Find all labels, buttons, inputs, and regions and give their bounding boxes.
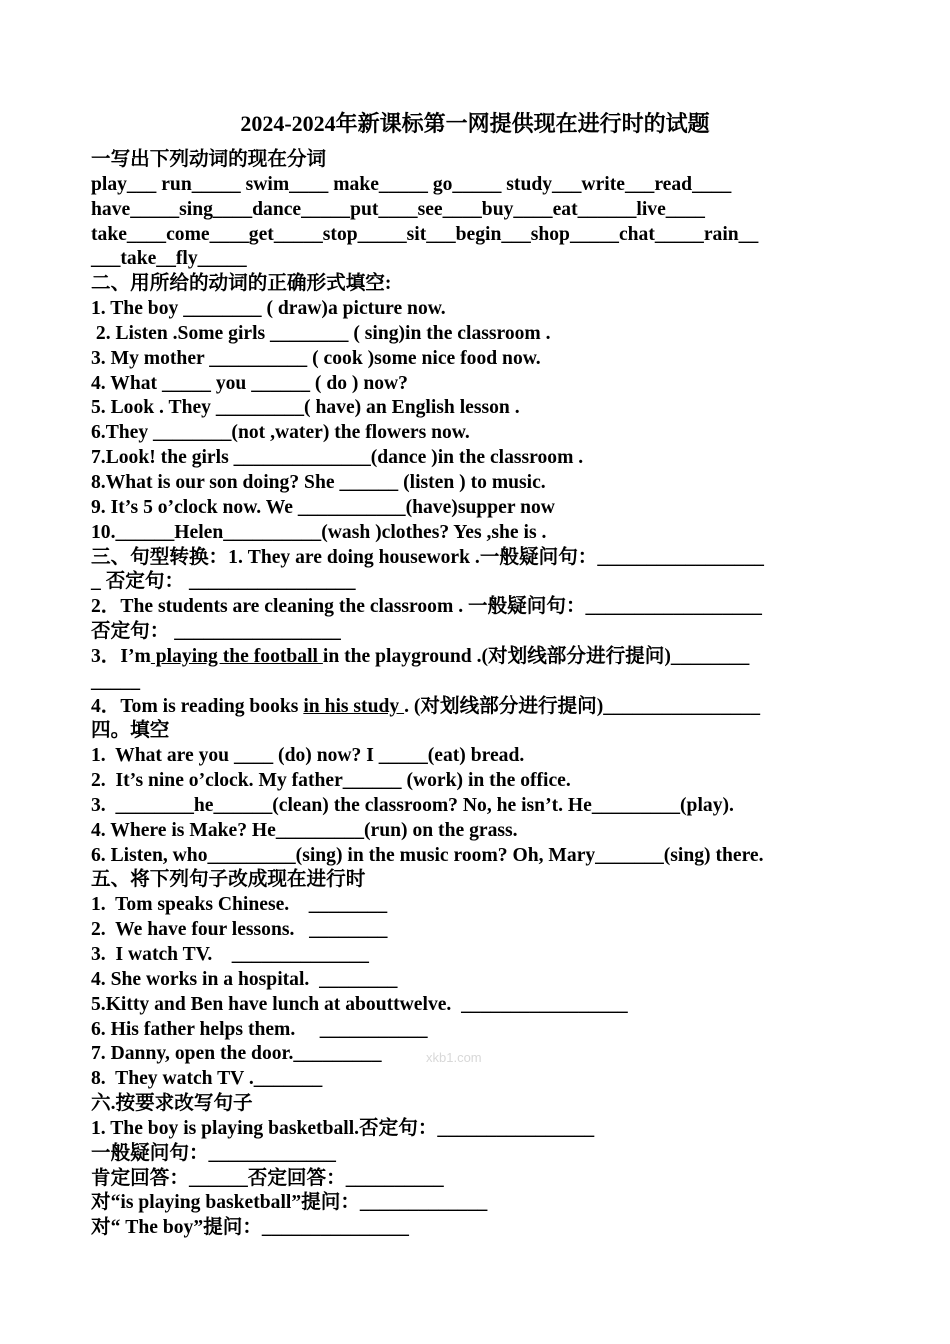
worksheet-body bbox=[91, 148, 871, 1241]
exercise-line: 对“ The boy”提问：_______________ bbox=[91, 1217, 409, 1239]
verb-list-line: ___take__fly_____ bbox=[91, 248, 247, 270]
exercise-line: 2. Listen .Some girls ________ ( sing)in the classroom . bbox=[91, 322, 551, 344]
exercise-line: _____ bbox=[91, 670, 140, 692]
page-title: 2024-2024年新课标第一网提供现在进行时的试题 bbox=[240, 111, 710, 136]
exercise-line: 10.______Helen__________(wash )clothes? Yes ,she is . bbox=[91, 521, 547, 543]
exercise-line: 2．The students are cleaning the classroom . 一般疑问句：__________________ bbox=[91, 596, 762, 618]
exercise-line: 1. The boy is playing basketball.否定句：________________ bbox=[91, 1117, 595, 1139]
section-1-heading: 一写出下列动词的现在分词 bbox=[91, 149, 327, 170]
exercise-line-underlined-question bbox=[91, 695, 871, 720]
exercise-line: _ 否定句： _________________ bbox=[91, 571, 356, 593]
exercise-line: 6. Listen, who_________(sing) in the music room? Oh, Mary_______(sing) there. bbox=[91, 844, 764, 866]
exercise-line: 4. She works in a hospital. ________ bbox=[91, 968, 398, 990]
line-prefix: 4．Tom is reading books bbox=[91, 695, 304, 717]
exercise-line: 肯定回答：______否定回答：__________ bbox=[91, 1167, 444, 1189]
exercise-line: 一般疑问句：_____________ bbox=[91, 1142, 336, 1164]
exercise-line: 8. They watch TV ._______ bbox=[91, 1068, 323, 1090]
section-3-line: 三、句型转换：1. They are doing housework .一般疑问句：_________________ bbox=[91, 546, 764, 568]
verb-list-line: take____come____get_____stop_____sit___begin___shop_____chat_____rain__ bbox=[91, 223, 759, 245]
exercise-line: 8.What is our son doing? She ______ (listen ) to music. bbox=[91, 471, 546, 493]
section-4-heading: 四。填空 bbox=[91, 720, 170, 742]
verb-list-line: have_____sing____dance_____put____see____buy____eat______live____ bbox=[91, 198, 705, 220]
exercise-line: 5. Look . They _________( have) an English lesson . bbox=[91, 397, 520, 419]
exercise-line: 9. It’s 5 o’clock now. We ___________(have)supper now bbox=[91, 496, 555, 518]
exercise-line: 3. I watch TV. ______________ bbox=[91, 944, 369, 965]
exercise-line: 1. What are you ____ (do) now? I _____(eat) bread. bbox=[91, 745, 525, 767]
line-suffix: in the playground .(对划线部分进行提问)________ bbox=[322, 645, 750, 667]
exercise-line: 2. We have four lessons. ________ bbox=[91, 919, 388, 941]
exercise-line: 对“is playing basketball”提问：_____________ bbox=[91, 1192, 488, 1214]
exercise-line-underlined-question bbox=[91, 645, 871, 670]
line-suffix: . (对划线部分进行提问)________________ bbox=[404, 695, 761, 717]
section-2-heading: 二、用所给的动词的正确形式填空: bbox=[91, 273, 392, 295]
exercise-line: 7.Look! the girls ______________(dance )in the classroom . bbox=[91, 447, 584, 469]
underlined-phrase: in his study bbox=[303, 695, 405, 717]
exercise-line: 2. It’s nine o’clock. My father______ (work) in the office. bbox=[91, 770, 571, 792]
exercise-line: 4. Where is Make? He_________(run) on the grass. bbox=[91, 819, 518, 841]
exercise-line: 1. Tom speaks Chinese. ________ bbox=[91, 894, 388, 916]
verb-list-line: play___ run_____ swim____ make_____ go_____ study___write___read____ bbox=[91, 173, 732, 195]
exercise-line: 4. What _____ you ______ ( do ) now? bbox=[91, 372, 408, 394]
exercise-line: 6. His father helps them. ___________ bbox=[91, 1018, 428, 1040]
section-6-heading: 六.按要求改写句子 bbox=[91, 1093, 253, 1115]
exercise-line: 3. ________he______(clean) the classroom? No, he isn’t. He_________(play). bbox=[91, 794, 734, 816]
exercise-line: 否定句： _________________ bbox=[91, 621, 341, 643]
exercise-line: 7. Danny, open the door._________ bbox=[91, 1043, 382, 1065]
underlined-phrase: playing the football bbox=[150, 645, 323, 667]
exercise-line: 3. My mother __________ ( cook )some nice food now. bbox=[91, 347, 541, 369]
line-prefix: 3．I’m bbox=[91, 645, 151, 667]
exercise-line: 1. The boy ________ ( draw)a picture now. bbox=[91, 298, 446, 320]
exercise-line: 5.Kitty and Ben have lunch at abouttwelve. _________________ bbox=[91, 993, 628, 1015]
section-5-heading: 五、将下列句子改成现在进行时 bbox=[91, 869, 366, 891]
watermark-text: xkb1.com bbox=[426, 1050, 482, 1065]
exercise-line: 6.They ________(not ,water) the flowers now. bbox=[91, 422, 470, 444]
